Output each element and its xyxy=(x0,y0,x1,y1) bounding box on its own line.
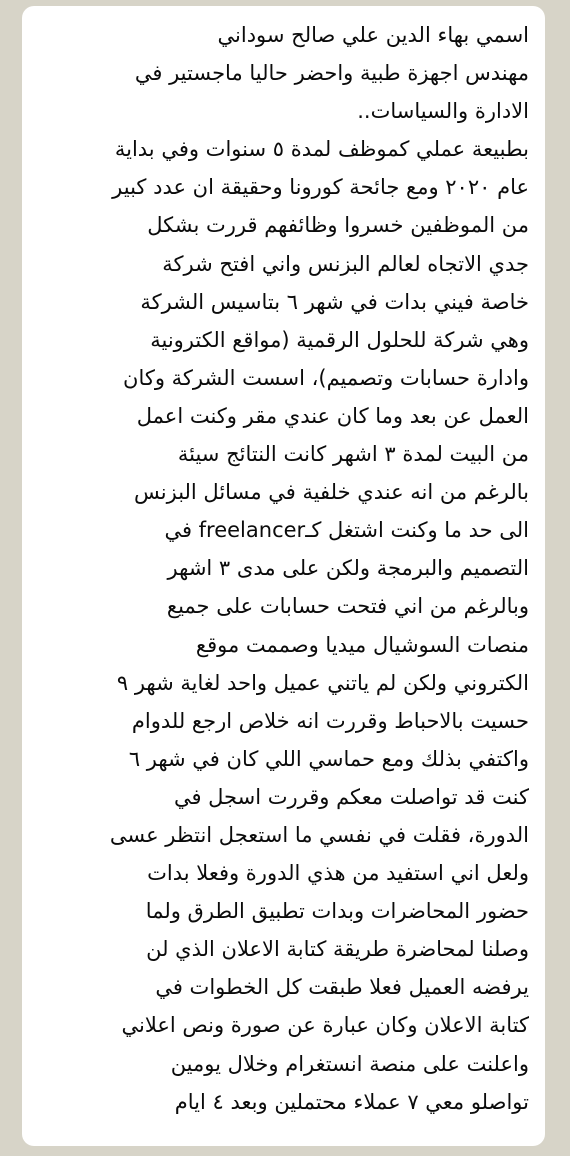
message-line: وبالرغم من اني فتحت حسابات على جميع xyxy=(166,594,529,619)
message-line: واعلنت على منصة انستغرام وخلال يومين xyxy=(170,1051,529,1076)
message-line: مهندس اجهزة طبية واحضر حاليا ماجستير في xyxy=(134,61,529,86)
message-line: كتابة الاعلان وكان عبارة عن صورة ونص اعلاني xyxy=(121,1013,529,1038)
message-line: جدي الاتجاه لعالم البزنس واني افتح شركة xyxy=(162,251,529,276)
message-line: الادارة والسياسات.. xyxy=(357,99,529,124)
message-line: خاصة فيني بدات في شهر ٦ بتاسيس الشركة xyxy=(140,289,529,314)
message-line: وادارة حسابات وتصميم)، اسست الشركة وكان xyxy=(123,365,529,390)
message-line: الى حد ما وكنت اشتغل كـfreelancer في xyxy=(164,518,529,543)
message-line: حسيت بالاحباط وقررت انه خلاص ارجع للدوام xyxy=(131,708,529,733)
message-line: من الموظفين خسروا وظائفهم قررت بشكل xyxy=(147,213,529,238)
message-line: وصلنا لمحاضرة طريقة كتابة الاعلان الذي لن xyxy=(146,937,529,962)
message-line: بطبيعة عملي كموظف لمدة ٥ سنوات وفي بداية xyxy=(114,137,529,162)
message-line: الكتروني ولكن لم ياتني عميل واحد لغاية شهر ٩ xyxy=(116,670,529,695)
message-line: من البيت لمدة ٣ اشهر كانت النتائج سيئة xyxy=(177,442,529,467)
message-line: التصميم والبرمجة ولكن على مدى ٣ اشهر xyxy=(167,556,529,581)
message-line: تواصلو معي ٧ عملاء محتملين وبعد ٤ ايام xyxy=(174,1089,529,1114)
message-line: حضور المحاضرات وبدات تطبيق الطرق ولما xyxy=(145,899,529,924)
message-line: اسمي بهاء الدين علي صالح سوداني xyxy=(217,23,529,47)
message-bubble[interactable] xyxy=(22,6,545,1146)
message-line: ولعل اني استفيد من هذي الدورة وفعلا بدات xyxy=(147,861,529,886)
message-line: واكتفي بذلك ومع حماسي اللي كان في شهر ٦ xyxy=(128,746,529,771)
message-line: عام ٢٠٢٠ ومع جائحة كورونا وحقيقة ان عدد كبير xyxy=(112,175,529,200)
message-line: وهي شركة للحلول الرقمية (مواقع الكترونية xyxy=(150,327,529,352)
message-line: الدورة، فقلت في نفسي ما استعجل انتظر عسى xyxy=(109,822,529,847)
message-line: العمل عن بعد وما كان عندي مقر وكنت اعمل xyxy=(136,403,529,428)
message-line: يرفضه العميل فعلا طبقت كل الخطوات في xyxy=(155,975,529,1000)
message-line: بالرغم من انه عندي خلفية في مسائل البزنس xyxy=(133,480,529,505)
message-line: منصات السوشيال ميديا وصممت موقع xyxy=(195,632,529,657)
message-line: كنت قد تواصلت معكم وقررت اسجل في xyxy=(173,784,529,809)
